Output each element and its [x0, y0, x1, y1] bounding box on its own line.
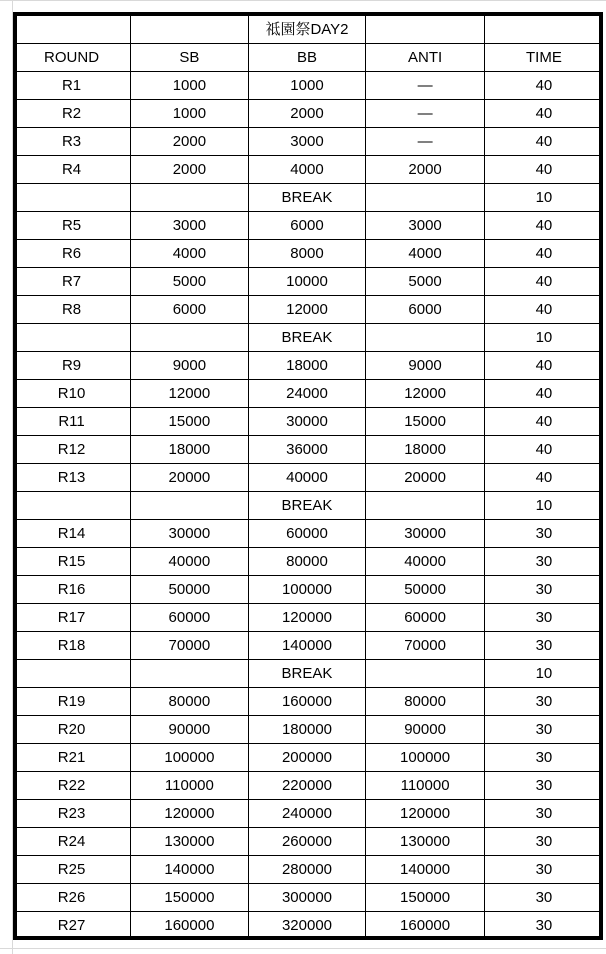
cell-round[interactable]: R17 [13, 604, 131, 632]
cell[interactable] [366, 184, 485, 212]
table-row [13, 912, 603, 940]
cell-time[interactable]: 30 [484, 884, 603, 912]
cell-bb[interactable]: 36000 [248, 436, 366, 464]
cell-round[interactable]: R4 [13, 156, 131, 184]
cell-bb[interactable]: 18000 [248, 352, 366, 380]
table-row [13, 408, 603, 436]
cell-bb[interactable]: 220000 [248, 772, 366, 800]
table-row [13, 380, 603, 408]
cell-round[interactable]: R22 [13, 772, 131, 800]
cell-anti[interactable]: 40000 [366, 548, 485, 576]
cell-bb[interactable]: 2000 [248, 100, 366, 128]
table-row [13, 772, 603, 800]
title-row [13, 16, 603, 44]
cell-round[interactable]: R11 [13, 408, 131, 436]
cell-bb[interactable]: 280000 [248, 856, 366, 884]
table-row [13, 884, 603, 912]
cell-anti[interactable]: 100000 [366, 744, 485, 772]
gridline-bottom [0, 948, 606, 949]
cell-bb[interactable]: 4000 [248, 156, 366, 184]
cell-time[interactable]: 30 [484, 856, 603, 884]
cell-sb[interactable]: 120000 [131, 800, 249, 828]
cell-sb[interactable]: 2000 [131, 128, 249, 156]
cell[interactable] [131, 184, 249, 212]
cell-anti[interactable]: 150000 [366, 884, 485, 912]
cell[interactable] [131, 492, 249, 520]
cell-anti[interactable]: — [366, 72, 485, 100]
cell-sb[interactable]: 18000 [131, 436, 249, 464]
cell-bb[interactable]: 120000 [248, 604, 366, 632]
cell-time[interactable]: 30 [484, 520, 603, 548]
cell-round[interactable]: R24 [13, 828, 131, 856]
cell-time[interactable]: 30 [484, 604, 603, 632]
cell-anti[interactable]: 9000 [366, 352, 485, 380]
cell-round[interactable]: R23 [13, 800, 131, 828]
cell-anti[interactable]: 80000 [366, 688, 485, 716]
cell-bb[interactable]: 60000 [248, 520, 366, 548]
break-row [13, 492, 603, 520]
cell-time[interactable]: 30 [484, 800, 603, 828]
cell-time[interactable]: 30 [484, 772, 603, 800]
cell[interactable] [131, 16, 249, 44]
table-row [13, 716, 603, 744]
cell-round[interactable]: R3 [13, 128, 131, 156]
cell-round[interactable]: R16 [13, 576, 131, 604]
cell-sb[interactable]: 9000 [131, 352, 249, 380]
cell-sb[interactable]: 90000 [131, 716, 249, 744]
cell-round[interactable]: R13 [13, 464, 131, 492]
break-row [13, 324, 603, 352]
cell-sb[interactable]: 20000 [131, 464, 249, 492]
cell-time[interactable]: 40 [484, 268, 603, 296]
cell[interactable] [13, 660, 131, 688]
cell-time[interactable]: 30 [484, 632, 603, 660]
cell-sb[interactable]: 1000 [131, 72, 249, 100]
cell-sb[interactable]: 60000 [131, 604, 249, 632]
cell-sb[interactable]: 140000 [131, 856, 249, 884]
cell-sb[interactable]: 130000 [131, 828, 249, 856]
cell-bb[interactable]: 10000 [248, 268, 366, 296]
cell-round[interactable]: R12 [13, 436, 131, 464]
cell-bb[interactable]: 12000 [248, 296, 366, 324]
cell-time[interactable]: 40 [484, 212, 603, 240]
cell[interactable] [366, 324, 485, 352]
cell-time[interactable]: 40 [484, 380, 603, 408]
cell-time[interactable]: 40 [484, 72, 603, 100]
cell-round[interactable]: R7 [13, 268, 131, 296]
cell-time[interactable]: 30 [484, 548, 603, 576]
cell-time[interactable]: 40 [484, 240, 603, 268]
cell-sb[interactable]: 3000 [131, 212, 249, 240]
cell-bb[interactable]: 80000 [248, 548, 366, 576]
cell-sb[interactable]: 150000 [131, 884, 249, 912]
cell-sb[interactable]: 50000 [131, 576, 249, 604]
cell-sb[interactable]: 12000 [131, 380, 249, 408]
cell-round[interactable]: R18 [13, 632, 131, 660]
cell-anti[interactable]: 2000 [366, 156, 485, 184]
cell[interactable] [13, 184, 131, 212]
cell-round[interactable]: R6 [13, 240, 131, 268]
cell-anti[interactable]: 4000 [366, 240, 485, 268]
table-row [13, 128, 603, 156]
table-row [13, 156, 603, 184]
cell-bb[interactable]: 140000 [248, 632, 366, 660]
cell-bb[interactable]: 300000 [248, 884, 366, 912]
cell-time[interactable]: 30 [484, 576, 603, 604]
cell-time[interactable]: 30 [484, 716, 603, 744]
cell-anti[interactable]: 120000 [366, 800, 485, 828]
cell-anti[interactable]: 60000 [366, 604, 485, 632]
cell-anti[interactable]: 110000 [366, 772, 485, 800]
cell-anti[interactable]: 70000 [366, 632, 485, 660]
table-row [13, 212, 603, 240]
table-row [13, 296, 603, 324]
cell-bb[interactable]: 1000 [248, 72, 366, 100]
table-row [13, 688, 603, 716]
header-bb[interactable]: BB [248, 44, 366, 72]
cell-anti[interactable]: 5000 [366, 268, 485, 296]
cell-anti[interactable]: 50000 [366, 576, 485, 604]
cell-anti[interactable]: 130000 [366, 828, 485, 856]
table-row [13, 72, 603, 100]
cell[interactable] [366, 660, 485, 688]
table-row [13, 828, 603, 856]
cell-time[interactable]: 30 [484, 828, 603, 856]
cell-round[interactable]: R21 [13, 744, 131, 772]
cell-time[interactable]: 40 [484, 296, 603, 324]
cell-bb[interactable]: 8000 [248, 240, 366, 268]
table-title[interactable]: 祗園祭DAY2 [248, 16, 366, 44]
cell-sb[interactable]: 6000 [131, 296, 249, 324]
cell-round[interactable]: R20 [13, 716, 131, 744]
break-row [13, 184, 603, 212]
cell-time[interactable]: 40 [484, 100, 603, 128]
cell-bb[interactable]: 30000 [248, 408, 366, 436]
cell-round[interactable]: R25 [13, 856, 131, 884]
cell-round[interactable]: R8 [13, 296, 131, 324]
table-row [13, 632, 603, 660]
cell-anti[interactable]: 15000 [366, 408, 485, 436]
cell-bb[interactable]: 260000 [248, 828, 366, 856]
cell-time[interactable]: 40 [484, 352, 603, 380]
table-row [13, 856, 603, 884]
table-row [13, 100, 603, 128]
cell-time[interactable]: 30 [484, 744, 603, 772]
cell-anti[interactable]: — [366, 100, 485, 128]
cell[interactable] [131, 660, 249, 688]
cell[interactable] [366, 16, 485, 44]
cell-bb[interactable]: 180000 [248, 716, 366, 744]
break-label[interactable]: BREAK [248, 324, 366, 352]
cell-time[interactable]: 40 [484, 408, 603, 436]
cell-sb[interactable]: 2000 [131, 156, 249, 184]
gridline-top [0, 0, 606, 1]
cell-time[interactable]: 40 [484, 156, 603, 184]
cell-round[interactable]: R2 [13, 100, 131, 128]
cell-time[interactable]: 40 [484, 128, 603, 156]
cell-bb[interactable]: 3000 [248, 128, 366, 156]
cell-time[interactable]: 40 [484, 464, 603, 492]
cell-bb[interactable]: 320000 [248, 912, 366, 940]
cell-sb[interactable]: 15000 [131, 408, 249, 436]
cell-anti[interactable]: 12000 [366, 380, 485, 408]
cell-round[interactable]: R26 [13, 884, 131, 912]
cell-sb[interactable]: 1000 [131, 100, 249, 128]
table-row [13, 352, 603, 380]
table-row [13, 268, 603, 296]
cell-sb[interactable]: 70000 [131, 632, 249, 660]
cell-round[interactable]: R9 [13, 352, 131, 380]
table-row [13, 240, 603, 268]
cell-bb[interactable]: 24000 [248, 380, 366, 408]
table-row [13, 800, 603, 828]
cell-anti[interactable]: 18000 [366, 436, 485, 464]
header-time[interactable]: TIME [484, 44, 603, 72]
break-time[interactable]: 10 [484, 184, 603, 212]
cell-anti[interactable]: 140000 [366, 856, 485, 884]
cell-bb[interactable]: 200000 [248, 744, 366, 772]
cell-time[interactable]: 30 [484, 912, 603, 940]
cell-round[interactable]: R14 [13, 520, 131, 548]
break-time[interactable]: 10 [484, 492, 603, 520]
cell-anti[interactable]: 30000 [366, 520, 485, 548]
table-row [13, 576, 603, 604]
cell-bb[interactable]: 100000 [248, 576, 366, 604]
cell[interactable] [13, 492, 131, 520]
cell-round[interactable]: R19 [13, 688, 131, 716]
table-row [13, 520, 603, 548]
cell-anti[interactable]: 6000 [366, 296, 485, 324]
cell[interactable] [13, 324, 131, 352]
table-row [13, 744, 603, 772]
table-row [13, 436, 603, 464]
cell-anti[interactable]: 90000 [366, 716, 485, 744]
cell-bb[interactable]: 40000 [248, 464, 366, 492]
cell[interactable] [366, 492, 485, 520]
header-anti[interactable]: ANTI [366, 44, 485, 72]
break-time[interactable]: 10 [484, 324, 603, 352]
cell-sb[interactable]: 4000 [131, 240, 249, 268]
cell-bb[interactable]: 160000 [248, 688, 366, 716]
table-row [13, 604, 603, 632]
cell-sb[interactable]: 110000 [131, 772, 249, 800]
cell-sb[interactable]: 40000 [131, 548, 249, 576]
header-round[interactable]: ROUND [13, 44, 131, 72]
cell-anti[interactable]: 160000 [366, 912, 485, 940]
cell-sb[interactable]: 30000 [131, 520, 249, 548]
break-label[interactable]: BREAK [248, 492, 366, 520]
table-row [13, 464, 603, 492]
cell-sb[interactable]: 80000 [131, 688, 249, 716]
cell[interactable] [131, 324, 249, 352]
cell-sb[interactable]: 5000 [131, 268, 249, 296]
cell-round[interactable]: R5 [13, 212, 131, 240]
cell-round[interactable]: R27 [13, 912, 131, 940]
break-label[interactable]: BREAK [248, 660, 366, 688]
cell-anti[interactable]: 3000 [366, 212, 485, 240]
cell-time[interactable]: 40 [484, 436, 603, 464]
cell[interactable] [13, 16, 131, 44]
break-label[interactable]: BREAK [248, 184, 366, 212]
cell[interactable] [484, 16, 603, 44]
cell-anti[interactable]: — [366, 128, 485, 156]
cell-sb[interactable]: 100000 [131, 744, 249, 772]
header-row [13, 44, 603, 72]
cell-round[interactable]: R1 [13, 72, 131, 100]
header-sb[interactable]: SB [131, 44, 249, 72]
cell-sb[interactable]: 160000 [131, 912, 249, 940]
break-time[interactable]: 10 [484, 660, 603, 688]
blind-structure-table [13, 16, 603, 939]
table-row [13, 548, 603, 576]
cell-bb[interactable]: 6000 [248, 212, 366, 240]
cell-round[interactable]: R15 [13, 548, 131, 576]
cell-bb[interactable]: 240000 [248, 800, 366, 828]
cell-anti[interactable]: 20000 [366, 464, 485, 492]
break-row [13, 660, 603, 688]
cell-round[interactable]: R10 [13, 380, 131, 408]
cell-time[interactable]: 30 [484, 688, 603, 716]
